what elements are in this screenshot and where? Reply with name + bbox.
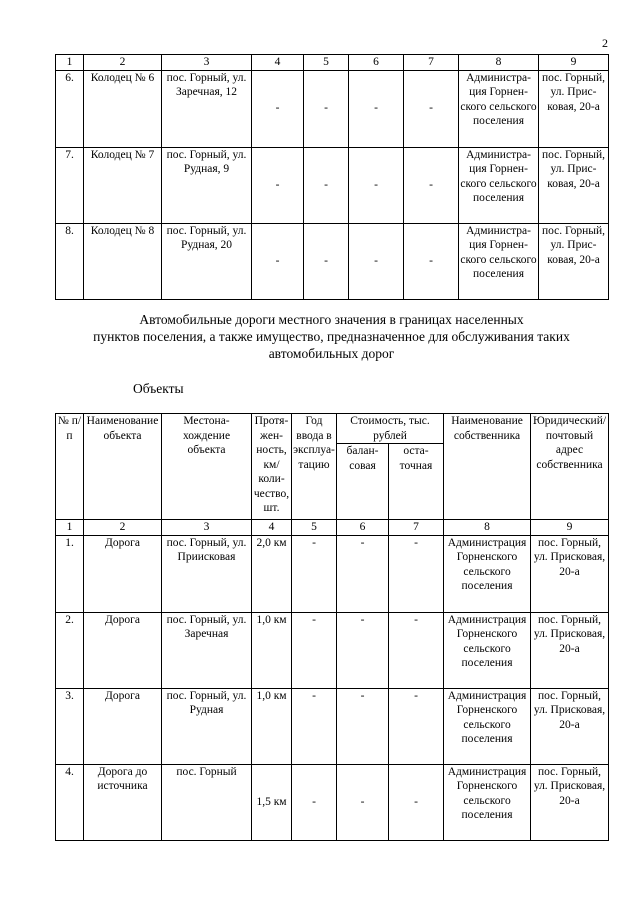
residual-cost: - <box>389 688 444 764</box>
object-location: пос. Горный, ул. Рудная, 9 <box>162 147 252 223</box>
table-row <box>56 223 609 299</box>
commission-year: - <box>304 223 349 299</box>
object-length: 1,5 км <box>252 764 292 840</box>
index-cell: 6 <box>337 520 389 536</box>
row-number: 1. <box>56 535 84 612</box>
object-length: 2,0 км <box>252 535 292 612</box>
commission-year: - <box>304 147 349 223</box>
index-cell: 1 <box>56 55 84 71</box>
index-cell: 4 <box>252 520 292 536</box>
header-name: Наименование объекта <box>84 414 162 520</box>
commission-year: - <box>292 535 337 612</box>
residual-cost: - <box>389 764 444 840</box>
object-length: - <box>252 147 304 223</box>
object-location: пос. Горный, ул. Рудная, 20 <box>162 223 252 299</box>
residual-cost: - <box>404 70 459 147</box>
owner-name: Администрация Горненского сельского поселения <box>459 223 539 299</box>
owner-address: пос. Горный, ул. Присковая, 20-а <box>531 688 609 764</box>
commission-year: - <box>292 764 337 840</box>
row-number: 8. <box>56 223 84 299</box>
owner-address: пос. Горный, ул. Присковая, 20-а <box>531 764 609 840</box>
index-cell: 7 <box>389 520 444 536</box>
object-location: пос. Горный, ул. Заречная <box>162 612 252 688</box>
table-row <box>56 70 609 147</box>
owner-name: Администрация Горненского сельского поселения <box>444 535 531 612</box>
balance-cost: - <box>349 147 404 223</box>
header-address: Юридический/ почтовый адрес собственника <box>531 414 609 520</box>
row-number: 4. <box>56 764 84 840</box>
object-length: - <box>252 223 304 299</box>
balance-cost: - <box>337 612 389 688</box>
roads-table <box>55 413 609 841</box>
commission-year: - <box>304 70 349 147</box>
header-length: Протяженность, км/ количество, шт. <box>252 414 292 520</box>
index-cell: 5 <box>304 55 349 71</box>
owner-address: пос. Горный, ул. Присковая, 20-а <box>531 612 609 688</box>
object-length: 1,0 км <box>252 612 292 688</box>
object-location: пос. Горный, ул. Рудная <box>162 688 252 764</box>
residual-cost: - <box>389 535 444 612</box>
residual-cost: - <box>404 147 459 223</box>
object-name: Колодец № 6 <box>84 70 162 147</box>
index-cell: 2 <box>84 520 162 536</box>
object-name: Дорога <box>84 612 162 688</box>
section-heading-line: автомобильных дорог <box>268 346 395 361</box>
table-row <box>56 147 609 223</box>
index-cell: 3 <box>162 520 252 536</box>
column-index-row <box>56 520 609 536</box>
object-location: пос. Горный, ул. Заречная, 12 <box>162 70 252 147</box>
owner-name: Администрация Горненского сельского поселения <box>444 612 531 688</box>
residual-cost: - <box>404 223 459 299</box>
object-location: пос. Горный <box>162 764 252 840</box>
index-cell: 4 <box>252 55 304 71</box>
section-heading <box>55 311 608 362</box>
object-location: пос. Горный, ул. Приисковая <box>162 535 252 612</box>
balance-cost: - <box>337 688 389 764</box>
object-name: Дорога до источника <box>84 764 162 840</box>
residual-cost: - <box>389 612 444 688</box>
header-year: Год ввода в эксплуатацию <box>292 414 337 520</box>
header-owner: Наименование собственника <box>444 414 531 520</box>
balance-cost: - <box>337 535 389 612</box>
owner-address: пос. Горный, ул. Присковая, 20-а <box>539 70 609 147</box>
commission-year: - <box>292 688 337 764</box>
owner-name: Администрация Горненского сельского поселения <box>444 688 531 764</box>
header-balance: балансовая <box>337 444 389 520</box>
owner-address: пос. Горный, ул. Присковая, 20-а <box>531 535 609 612</box>
index-cell: 6 <box>349 55 404 71</box>
index-cell: 5 <box>292 520 337 536</box>
object-name: Колодец № 8 <box>84 223 162 299</box>
object-name: Дорога <box>84 535 162 612</box>
table-row <box>56 688 609 764</box>
section-heading-line: Автомобильные дороги местного значения в границах населенных <box>139 312 524 327</box>
balance-cost: - <box>337 764 389 840</box>
column-index-row <box>56 55 609 71</box>
table-row <box>56 764 609 840</box>
commission-year: - <box>292 612 337 688</box>
row-number: 3. <box>56 688 84 764</box>
balance-cost: - <box>349 70 404 147</box>
index-cell: 7 <box>404 55 459 71</box>
header-residual: остаточная <box>389 444 444 520</box>
header-number: № п/п <box>56 414 84 520</box>
object-length: - <box>252 70 304 147</box>
wells-table <box>55 54 609 300</box>
object-name: Колодец № 7 <box>84 147 162 223</box>
row-number: 7. <box>56 147 84 223</box>
index-cell: 2 <box>84 55 162 71</box>
table-row <box>56 535 609 612</box>
owner-name: Администрация Горненского сельского поселения <box>444 764 531 840</box>
owner-name: Администрация Горненского сельского поселения <box>459 70 539 147</box>
owner-address: пос. Горный, ул. Присковая, 20-а <box>539 147 609 223</box>
owner-address: пос. Горный, ул. Присковая, 20-а <box>539 223 609 299</box>
index-cell: 8 <box>459 55 539 71</box>
index-cell: 9 <box>539 55 609 71</box>
owner-name: Администрация Горненского сельского поселения <box>459 147 539 223</box>
objects-label: Объекты <box>133 381 184 396</box>
object-name: Дорога <box>84 688 162 764</box>
table-row <box>56 612 609 688</box>
object-length: 1,0 км <box>252 688 292 764</box>
section-heading-line: пунктов поселения, а также имущество, предназначенное для обслуживания таких <box>93 329 570 344</box>
index-cell: 1 <box>56 520 84 536</box>
balance-cost: - <box>349 223 404 299</box>
header-location: Местонахождение объекта <box>162 414 252 520</box>
header-row <box>56 414 609 444</box>
index-cell: 9 <box>531 520 609 536</box>
page-number: 2 <box>602 36 608 50</box>
row-number: 6. <box>56 70 84 147</box>
header-cost: Стоимость, тыс. рублей <box>337 414 444 444</box>
index-cell: 8 <box>444 520 531 536</box>
index-cell: 3 <box>162 55 252 71</box>
row-number: 2. <box>56 612 84 688</box>
